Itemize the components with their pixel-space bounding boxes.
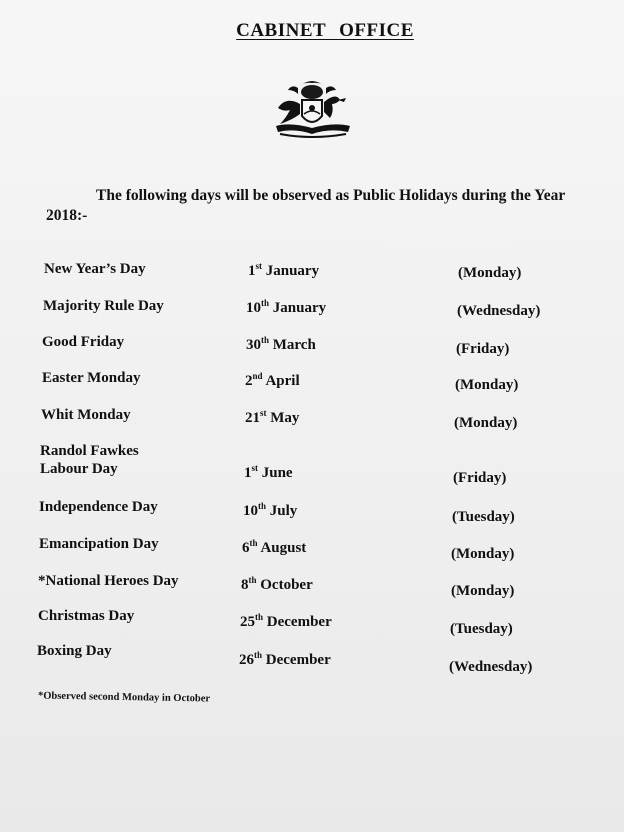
date-month: December: [266, 614, 332, 630]
holiday-weekday: (Monday): [451, 546, 515, 562]
holiday-weekday: (Tuesday): [450, 621, 513, 637]
date-day-number: 25: [240, 614, 255, 630]
holiday-weekday: (Monday): [458, 265, 522, 281]
holiday-weekday: (Tuesday): [452, 509, 515, 525]
date-month: May: [270, 410, 300, 426]
date-day-number: 21: [245, 410, 260, 426]
date-day-number: 2: [245, 373, 253, 389]
holiday-name: [39, 535, 159, 553]
date-day-number: 26: [239, 652, 254, 668]
date-month: June: [261, 465, 293, 481]
holiday-name: [42, 333, 124, 351]
holiday-date: [244, 464, 293, 482]
date-month: July: [269, 503, 298, 519]
date-ordinal-suffix: st: [255, 261, 262, 271]
holiday-name-text: New Year’s Day: [44, 261, 146, 277]
date-ordinal-suffix: th: [261, 335, 270, 345]
holiday-name-text: Boxing Day: [37, 643, 112, 659]
date-day-number: 10: [243, 503, 258, 519]
date-ordinal-suffix: nd: [252, 371, 263, 381]
date-ordinal-suffix: th: [254, 650, 263, 660]
holiday-name: [38, 572, 179, 590]
holiday-date: [239, 651, 331, 669]
holiday-name: [43, 297, 164, 315]
holiday-name-line2: Labour Day: [40, 461, 118, 477]
date-ordinal-suffix: st: [260, 408, 267, 418]
holiday-name: [37, 642, 112, 660]
date-day-number: 8: [241, 577, 249, 593]
date-ordinal-suffix: th: [255, 612, 264, 622]
date-ordinal-suffix: th: [258, 501, 267, 511]
date-month: January: [272, 300, 327, 316]
holiday-date: [245, 372, 300, 390]
holiday-name-text: Easter Monday: [42, 370, 141, 386]
page-title: CABINET OFFICE: [236, 20, 414, 41]
holiday-name-text: Christmas Day: [38, 608, 135, 624]
date-day-number: 1: [244, 465, 252, 481]
holiday-date: [246, 336, 316, 354]
date-month: December: [265, 652, 331, 668]
holiday-name: [42, 369, 140, 387]
date-day-number: 30: [246, 337, 261, 353]
holiday-weekday: (Friday): [453, 470, 507, 486]
holiday-name: [44, 260, 146, 278]
holiday-name-text: Emancipation Day: [39, 536, 159, 552]
holiday-name-text: Whit Monday: [41, 407, 131, 423]
footnote: *Observed second Monday in October: [37, 690, 211, 705]
holiday-weekday: (Friday): [456, 341, 510, 357]
date-month: October: [260, 577, 313, 593]
intro-text: [46, 186, 606, 226]
holiday-name: [39, 498, 158, 516]
date-day-number: 1: [248, 263, 256, 279]
date-day-number: 10: [246, 300, 261, 316]
holiday-name: [38, 607, 134, 625]
date-month: August: [260, 540, 307, 556]
holiday-date: [248, 262, 319, 280]
intro-line-1: The following days will be observed as Public Holidays during the Year: [96, 187, 566, 204]
intro-line-2: 2018:-: [46, 207, 88, 224]
holiday-weekday: (Monday): [455, 377, 519, 393]
holiday-name-text: Good Friday: [42, 334, 125, 350]
holiday-name: [40, 442, 139, 478]
coat-of-arms-icon: [270, 78, 354, 142]
holiday-weekday: (Wednesday): [449, 659, 533, 675]
holiday-weekday: (Wednesday): [457, 303, 541, 319]
date-ordinal-suffix: th: [249, 538, 258, 548]
date-ordinal-suffix: st: [251, 463, 258, 473]
holiday-date: [241, 576, 313, 594]
holiday-date: [246, 299, 326, 317]
date-month: April: [265, 373, 300, 389]
holiday-date: [243, 502, 297, 520]
holiday-name: [41, 406, 131, 424]
date-ordinal-suffix: th: [261, 298, 270, 308]
holiday-name-text: Randol Fawkes: [40, 443, 139, 459]
holiday-weekday: (Monday): [454, 415, 518, 431]
holiday-name-text: Independence Day: [39, 499, 158, 515]
date-day-number: 6: [242, 540, 250, 556]
date-month: January: [265, 263, 320, 279]
date-ordinal-suffix: th: [248, 575, 257, 585]
holiday-date: [245, 409, 299, 427]
date-month: March: [272, 337, 316, 353]
holiday-name-text: Majority Rule Day: [43, 298, 164, 314]
holiday-weekday: (Monday): [451, 583, 515, 599]
holiday-date: [242, 539, 306, 557]
holiday-date: [240, 613, 332, 631]
holiday-name-text: *National Heroes Day: [38, 573, 179, 589]
